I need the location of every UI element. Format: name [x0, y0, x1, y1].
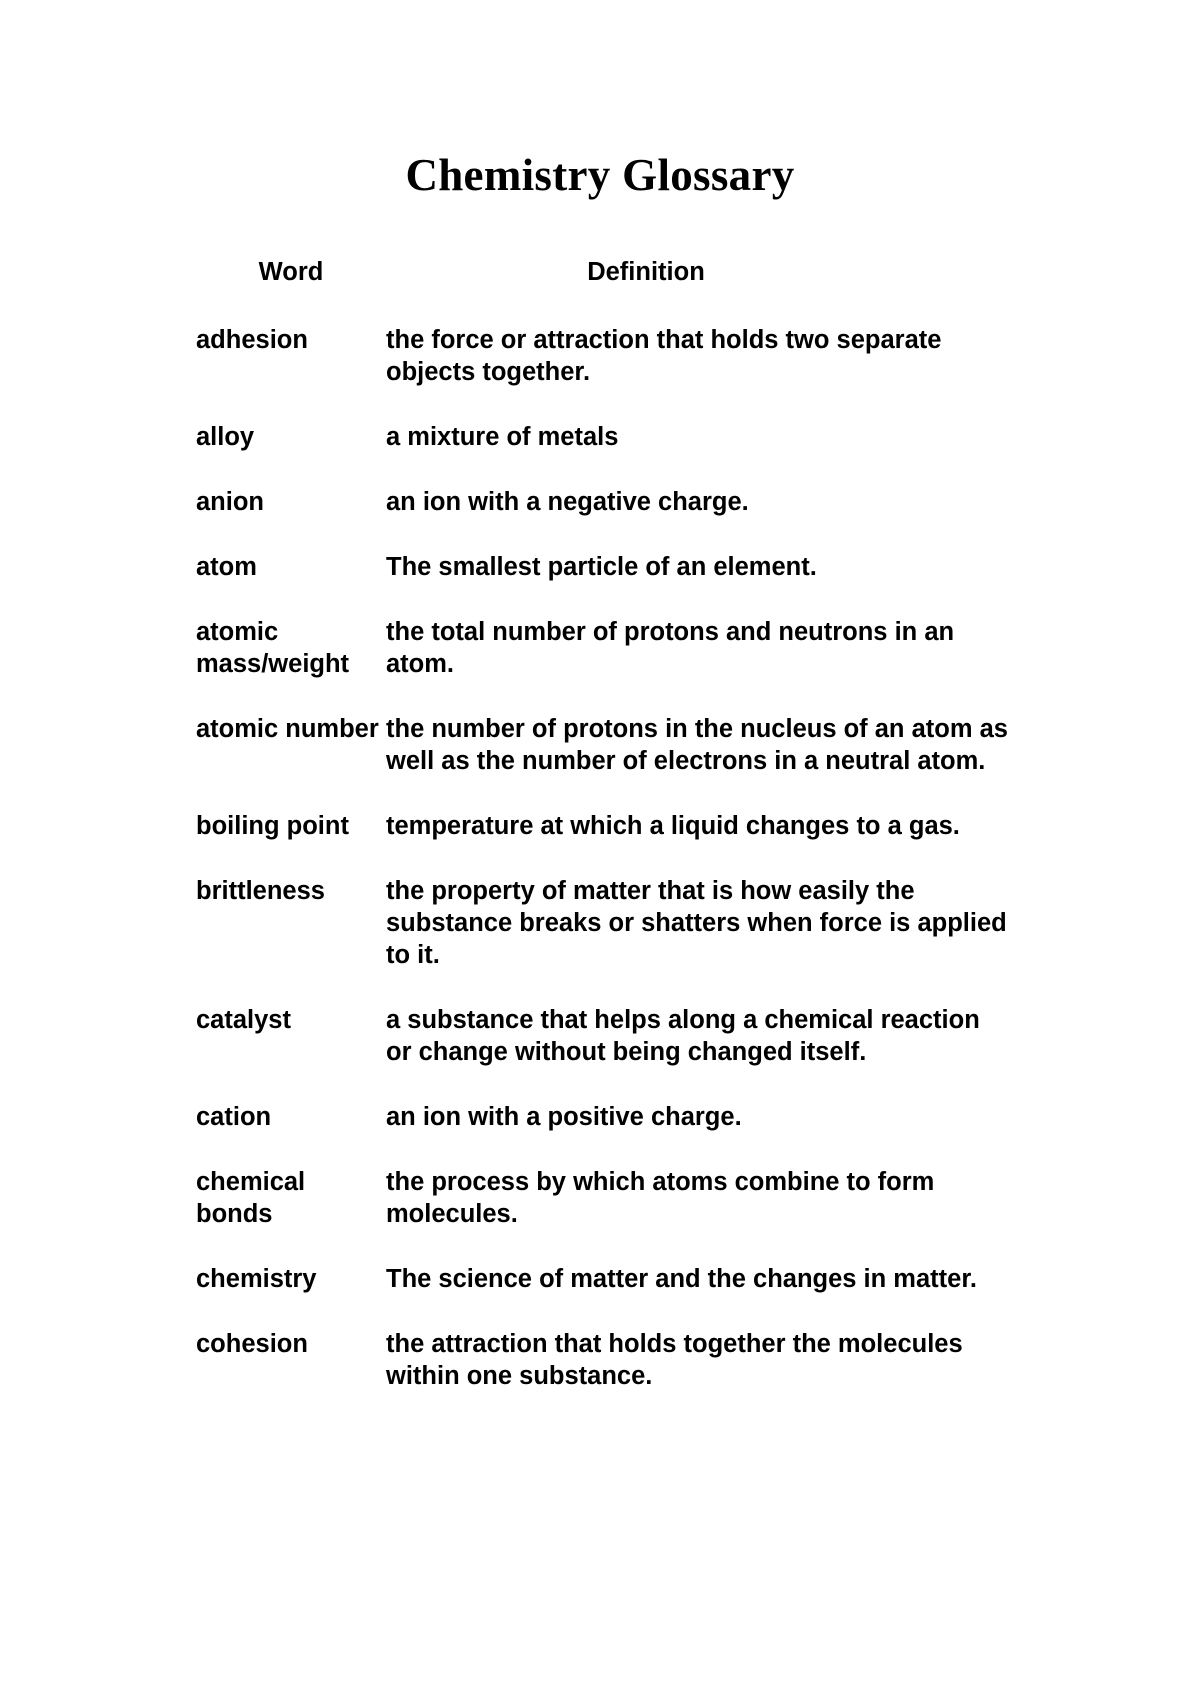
glossary-entry — [196, 421, 1026, 453]
glossary-term: chemical bonds — [196, 1168, 306, 1228]
glossary-definition: a mixture of metals — [386, 423, 619, 451]
glossary-entry — [196, 713, 1026, 777]
glossary-entry — [196, 1101, 1026, 1133]
glossary-definition: the force or attraction that holds two separate objects together. — [386, 326, 942, 386]
glossary-entry — [196, 1328, 1026, 1392]
glossary-term: alloy — [196, 423, 255, 451]
glossary-definition: The smallest particle of an element. — [386, 553, 817, 581]
glossary-entry — [196, 486, 1026, 518]
glossary-entry — [196, 1004, 1026, 1068]
glossary-definition: the property of matter that is how easily the substance breaks or shatters when force is applied to it. — [386, 877, 1007, 969]
glossary-definition: a substance that helps along a chemical reaction or change without being changed itself. — [386, 1006, 980, 1066]
word-column-header: Word — [258, 258, 324, 286]
glossary-definition: an ion with a positive charge. — [386, 1103, 742, 1131]
glossary-term: adhesion — [196, 326, 308, 354]
glossary-term: cation — [196, 1103, 272, 1131]
glossary-definition: an ion with a negative charge. — [386, 488, 749, 516]
glossary-entry — [196, 810, 1026, 842]
glossary-entry — [196, 551, 1026, 583]
page-title: Chemistry Glossary — [405, 150, 795, 200]
glossary-term: anion — [196, 488, 264, 516]
glossary-definition: the number of protons in the nucleus of an atom as well as the number of electrons in a neutral atom. — [386, 715, 1008, 775]
glossary-term: boiling point — [196, 812, 349, 840]
glossary-definition: temperature at which a liquid changes to a gas. — [386, 812, 960, 840]
glossary-entry — [196, 616, 1026, 680]
glossary-term: atomic number — [196, 715, 379, 743]
glossary-header-row — [196, 256, 1026, 288]
glossary-definition: The science of matter and the changes in matter. — [386, 1265, 977, 1293]
definition-column-header: Definition — [587, 258, 705, 286]
glossary-term: atomic mass/weight — [196, 618, 350, 678]
glossary-term: chemistry — [196, 1265, 317, 1293]
glossary-term: cohesion — [196, 1330, 308, 1358]
glossary-entry — [196, 324, 1026, 388]
glossary-entry — [196, 1263, 1026, 1295]
glossary-definition: the attraction that holds together the molecules within one substance. — [386, 1330, 963, 1390]
glossary-term: atom — [196, 553, 257, 581]
glossary-table — [196, 256, 1026, 1425]
glossary-definition: the total number of protons and neutrons in an atom. — [386, 618, 955, 678]
glossary-entry — [196, 875, 1026, 971]
glossary-entry — [196, 1166, 1026, 1230]
glossary-term: catalyst — [196, 1006, 291, 1034]
glossary-term: brittleness — [196, 877, 325, 905]
glossary-definition: the process by which atoms combine to form molecules. — [386, 1168, 935, 1228]
